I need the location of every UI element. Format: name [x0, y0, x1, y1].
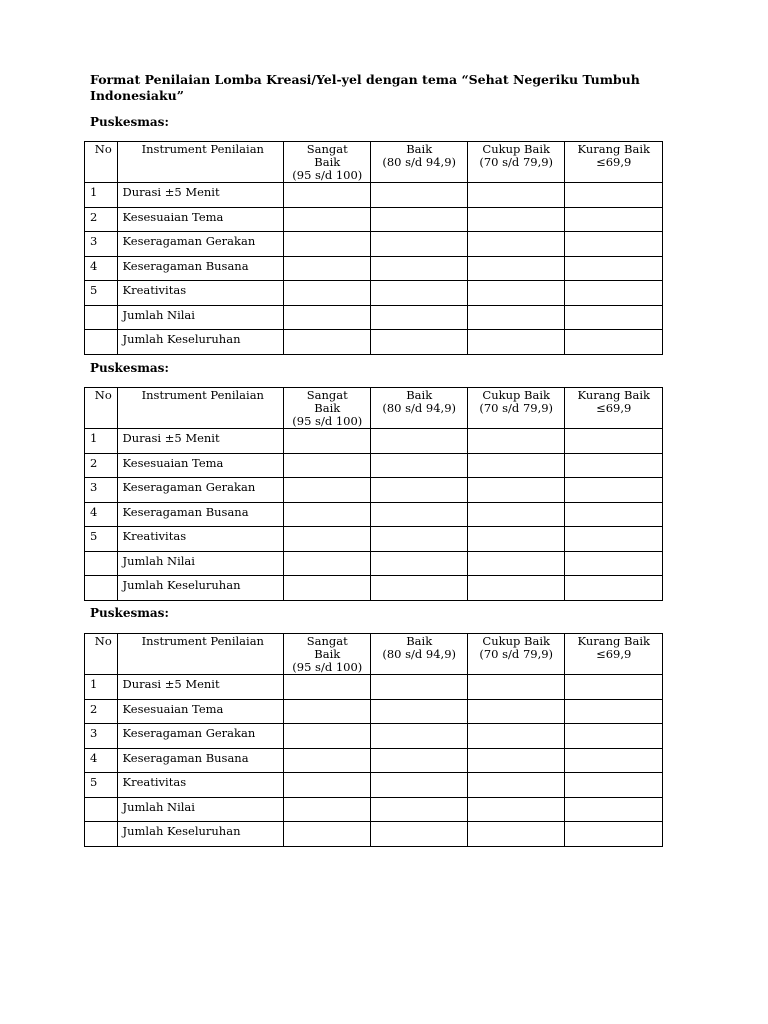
table-row — [85, 207, 663, 232]
row-number — [85, 822, 118, 847]
score-cell — [565, 797, 663, 822]
header-kurang-baik — [565, 142, 663, 183]
score-cell — [467, 232, 565, 257]
header-kurang-baik-line: ≤69,9 — [596, 401, 632, 415]
puskesmas-label: Puskesmas: — [90, 115, 169, 129]
puskesmas-label: Puskesmas: — [90, 361, 169, 375]
score-cell — [371, 699, 468, 724]
row-number: 4 — [85, 748, 118, 773]
score-cell — [284, 748, 371, 773]
assessment-table — [84, 387, 663, 601]
score-cell — [284, 502, 371, 527]
score-cell — [371, 183, 468, 208]
table-row — [85, 478, 663, 503]
row-criterion: Keseragaman Busana — [117, 502, 284, 527]
header-baik — [371, 142, 468, 183]
table-row — [85, 527, 663, 552]
score-cell — [467, 773, 565, 798]
table-row — [85, 305, 663, 330]
header-sangat-baik — [284, 634, 371, 675]
table-row — [85, 724, 663, 749]
score-cell — [565, 699, 663, 724]
score-cell — [284, 773, 371, 798]
table-row — [85, 429, 663, 454]
row-number: 5 — [85, 281, 118, 306]
row-number: 4 — [85, 502, 118, 527]
score-cell — [565, 330, 663, 355]
table-row — [85, 551, 663, 576]
score-cell — [284, 478, 371, 503]
table-header-row — [85, 388, 663, 429]
score-cell — [371, 256, 468, 281]
assessment-table — [84, 141, 663, 355]
row-number: 2 — [85, 453, 118, 478]
row-criterion: Kesesuaian Tema — [117, 699, 284, 724]
header-sangat-baik-line: (95 s/d 100) — [292, 168, 363, 182]
header-cukup-baik-line: Cukup Baik — [482, 388, 550, 402]
table-row — [85, 502, 663, 527]
header-no: No — [85, 634, 118, 675]
row-criterion: Keseragaman Busana — [117, 748, 284, 773]
header-baik-line: Baik — [406, 388, 433, 402]
row-criterion: Jumlah Nilai — [117, 551, 284, 576]
score-cell — [284, 576, 371, 601]
header-baik-line: Baik — [406, 142, 433, 156]
header-no: No — [85, 142, 118, 183]
table-header-row — [85, 634, 663, 675]
row-number: 3 — [85, 724, 118, 749]
score-cell — [467, 576, 565, 601]
table-row — [85, 232, 663, 257]
score-cell — [467, 748, 565, 773]
score-cell — [467, 724, 565, 749]
score-cell — [284, 256, 371, 281]
table-row — [85, 256, 663, 281]
table-row — [85, 699, 663, 724]
score-cell — [565, 183, 663, 208]
row-number — [85, 330, 118, 355]
row-number: 3 — [85, 232, 118, 257]
header-baik-line: (80 s/d 94,9) — [382, 155, 457, 169]
table-row — [85, 797, 663, 822]
header-instrument: Instrument Penilaian — [117, 388, 284, 429]
header-sangat-baik-line: (95 s/d 100) — [292, 414, 363, 428]
table-row — [85, 576, 663, 601]
assessment-table — [84, 633, 663, 847]
header-sangat-baik-line: Baik — [314, 155, 341, 169]
score-cell — [284, 232, 371, 257]
score-cell — [284, 724, 371, 749]
row-criterion: Jumlah Nilai — [117, 305, 284, 330]
header-baik-line: (80 s/d 94,9) — [382, 647, 457, 661]
row-criterion: Kreativitas — [117, 773, 284, 798]
score-cell — [371, 748, 468, 773]
score-cell — [467, 256, 565, 281]
score-cell — [371, 305, 468, 330]
score-cell — [371, 232, 468, 257]
score-cell — [565, 822, 663, 847]
score-cell — [565, 675, 663, 700]
row-criterion: Jumlah Keseluruhan — [117, 576, 284, 601]
header-kurang-baik — [565, 388, 663, 429]
score-cell — [284, 429, 371, 454]
table-row — [85, 822, 663, 847]
row-criterion: Durasi ±5 Menit — [117, 675, 284, 700]
row-number — [85, 576, 118, 601]
row-number: 4 — [85, 256, 118, 281]
header-sangat-baik — [284, 388, 371, 429]
score-cell — [467, 675, 565, 700]
score-cell — [371, 822, 468, 847]
score-cell — [371, 576, 468, 601]
score-cell — [371, 478, 468, 503]
row-number — [85, 797, 118, 822]
score-cell — [565, 748, 663, 773]
header-kurang-baik-line: ≤69,9 — [596, 155, 632, 169]
score-cell — [565, 232, 663, 257]
header-baik-line: (80 s/d 94,9) — [382, 401, 457, 415]
header-sangat-baik-line: Sangat — [306, 634, 348, 648]
row-criterion: Jumlah Keseluruhan — [117, 822, 284, 847]
row-criterion: Durasi ±5 Menit — [117, 429, 284, 454]
header-sangat-baik-line: Sangat — [306, 388, 348, 402]
row-criterion: Durasi ±5 Menit — [117, 183, 284, 208]
header-kurang-baik-line: ≤69,9 — [596, 647, 632, 661]
score-cell — [565, 281, 663, 306]
score-cell — [565, 207, 663, 232]
row-criterion: Kreativitas — [117, 527, 284, 552]
table-row — [85, 453, 663, 478]
score-cell — [467, 453, 565, 478]
header-no: No — [85, 388, 118, 429]
score-cell — [371, 675, 468, 700]
score-cell — [467, 305, 565, 330]
table-row — [85, 183, 663, 208]
score-cell — [371, 453, 468, 478]
row-number: 3 — [85, 478, 118, 503]
row-number: 1 — [85, 675, 118, 700]
score-cell — [565, 429, 663, 454]
header-cukup-baik-line: Cukup Baik — [482, 634, 550, 648]
table-header-row — [85, 142, 663, 183]
score-cell — [284, 699, 371, 724]
table-row — [85, 330, 663, 355]
score-cell — [284, 453, 371, 478]
score-cell — [371, 551, 468, 576]
score-cell — [371, 207, 468, 232]
header-baik — [371, 388, 468, 429]
score-cell — [371, 797, 468, 822]
score-cell — [284, 527, 371, 552]
row-number: 1 — [85, 429, 118, 454]
row-criterion: Jumlah Nilai — [117, 797, 284, 822]
row-criterion: Keseragaman Gerakan — [117, 724, 284, 749]
score-cell — [467, 797, 565, 822]
score-cell — [467, 478, 565, 503]
header-sangat-baik-line: Baik — [314, 401, 341, 415]
score-cell — [467, 207, 565, 232]
score-cell — [467, 699, 565, 724]
score-cell — [467, 281, 565, 306]
row-number: 2 — [85, 699, 118, 724]
row-criterion: Kesesuaian Tema — [117, 453, 284, 478]
score-cell — [565, 305, 663, 330]
score-cell — [565, 256, 663, 281]
score-cell — [565, 576, 663, 601]
score-cell — [284, 183, 371, 208]
score-cell — [371, 724, 468, 749]
score-cell — [467, 527, 565, 552]
table-row — [85, 773, 663, 798]
score-cell — [284, 822, 371, 847]
row-criterion: Jumlah Keseluruhan — [117, 330, 284, 355]
header-sangat-baik — [284, 142, 371, 183]
table-row — [85, 675, 663, 700]
row-number: 5 — [85, 527, 118, 552]
document-title: Format Penilaian Lomba Kreasi/Yel-yel dengan tema “Sehat Negeriku Tumbuh Indonesiaku” — [90, 72, 640, 103]
header-cukup-baik — [467, 634, 565, 675]
row-criterion: Keseragaman Busana — [117, 256, 284, 281]
header-cukup-baik-line: (70 s/d 79,9) — [479, 647, 554, 661]
score-cell — [565, 773, 663, 798]
header-instrument: Instrument Penilaian — [117, 634, 284, 675]
header-cukup-baik — [467, 142, 565, 183]
score-cell — [371, 527, 468, 552]
score-cell — [467, 429, 565, 454]
score-cell — [467, 330, 565, 355]
header-kurang-baik — [565, 634, 663, 675]
header-sangat-baik-line: Baik — [314, 647, 341, 661]
score-cell — [371, 502, 468, 527]
table-row — [85, 281, 663, 306]
row-number: 2 — [85, 207, 118, 232]
header-kurang-baik-line: Kurang Baik — [577, 634, 650, 648]
header-cukup-baik-line: (70 s/d 79,9) — [479, 155, 554, 169]
score-cell — [467, 822, 565, 847]
score-cell — [284, 305, 371, 330]
row-number: 5 — [85, 773, 118, 798]
score-cell — [371, 330, 468, 355]
score-cell — [565, 527, 663, 552]
score-cell — [371, 281, 468, 306]
score-cell — [467, 551, 565, 576]
row-criterion: Keseragaman Gerakan — [117, 232, 284, 257]
score-cell — [284, 330, 371, 355]
header-kurang-baik-line: Kurang Baik — [577, 142, 650, 156]
score-cell — [565, 551, 663, 576]
header-cukup-baik-line: Cukup Baik — [482, 142, 550, 156]
header-baik-line: Baik — [406, 634, 433, 648]
row-number — [85, 305, 118, 330]
header-instrument: Instrument Penilaian — [117, 142, 284, 183]
header-cukup-baik — [467, 388, 565, 429]
table-row — [85, 748, 663, 773]
score-cell — [565, 724, 663, 749]
row-criterion: Keseragaman Gerakan — [117, 478, 284, 503]
score-cell — [565, 453, 663, 478]
header-sangat-baik-line: Sangat — [306, 142, 348, 156]
score-cell — [284, 207, 371, 232]
row-criterion: Kesesuaian Tema — [117, 207, 284, 232]
score-cell — [565, 478, 663, 503]
header-cukup-baik-line: (70 s/d 79,9) — [479, 401, 554, 415]
row-number — [85, 551, 118, 576]
header-kurang-baik-line: Kurang Baik — [577, 388, 650, 402]
score-cell — [284, 551, 371, 576]
puskesmas-label: Puskesmas: — [90, 606, 169, 620]
header-baik — [371, 634, 468, 675]
score-cell — [565, 502, 663, 527]
score-cell — [467, 502, 565, 527]
score-cell — [371, 429, 468, 454]
score-cell — [371, 773, 468, 798]
row-number: 1 — [85, 183, 118, 208]
header-sangat-baik-line: (95 s/d 100) — [292, 660, 363, 674]
score-cell — [284, 797, 371, 822]
score-cell — [284, 281, 371, 306]
row-criterion: Kreativitas — [117, 281, 284, 306]
score-cell — [284, 675, 371, 700]
score-cell — [467, 183, 565, 208]
